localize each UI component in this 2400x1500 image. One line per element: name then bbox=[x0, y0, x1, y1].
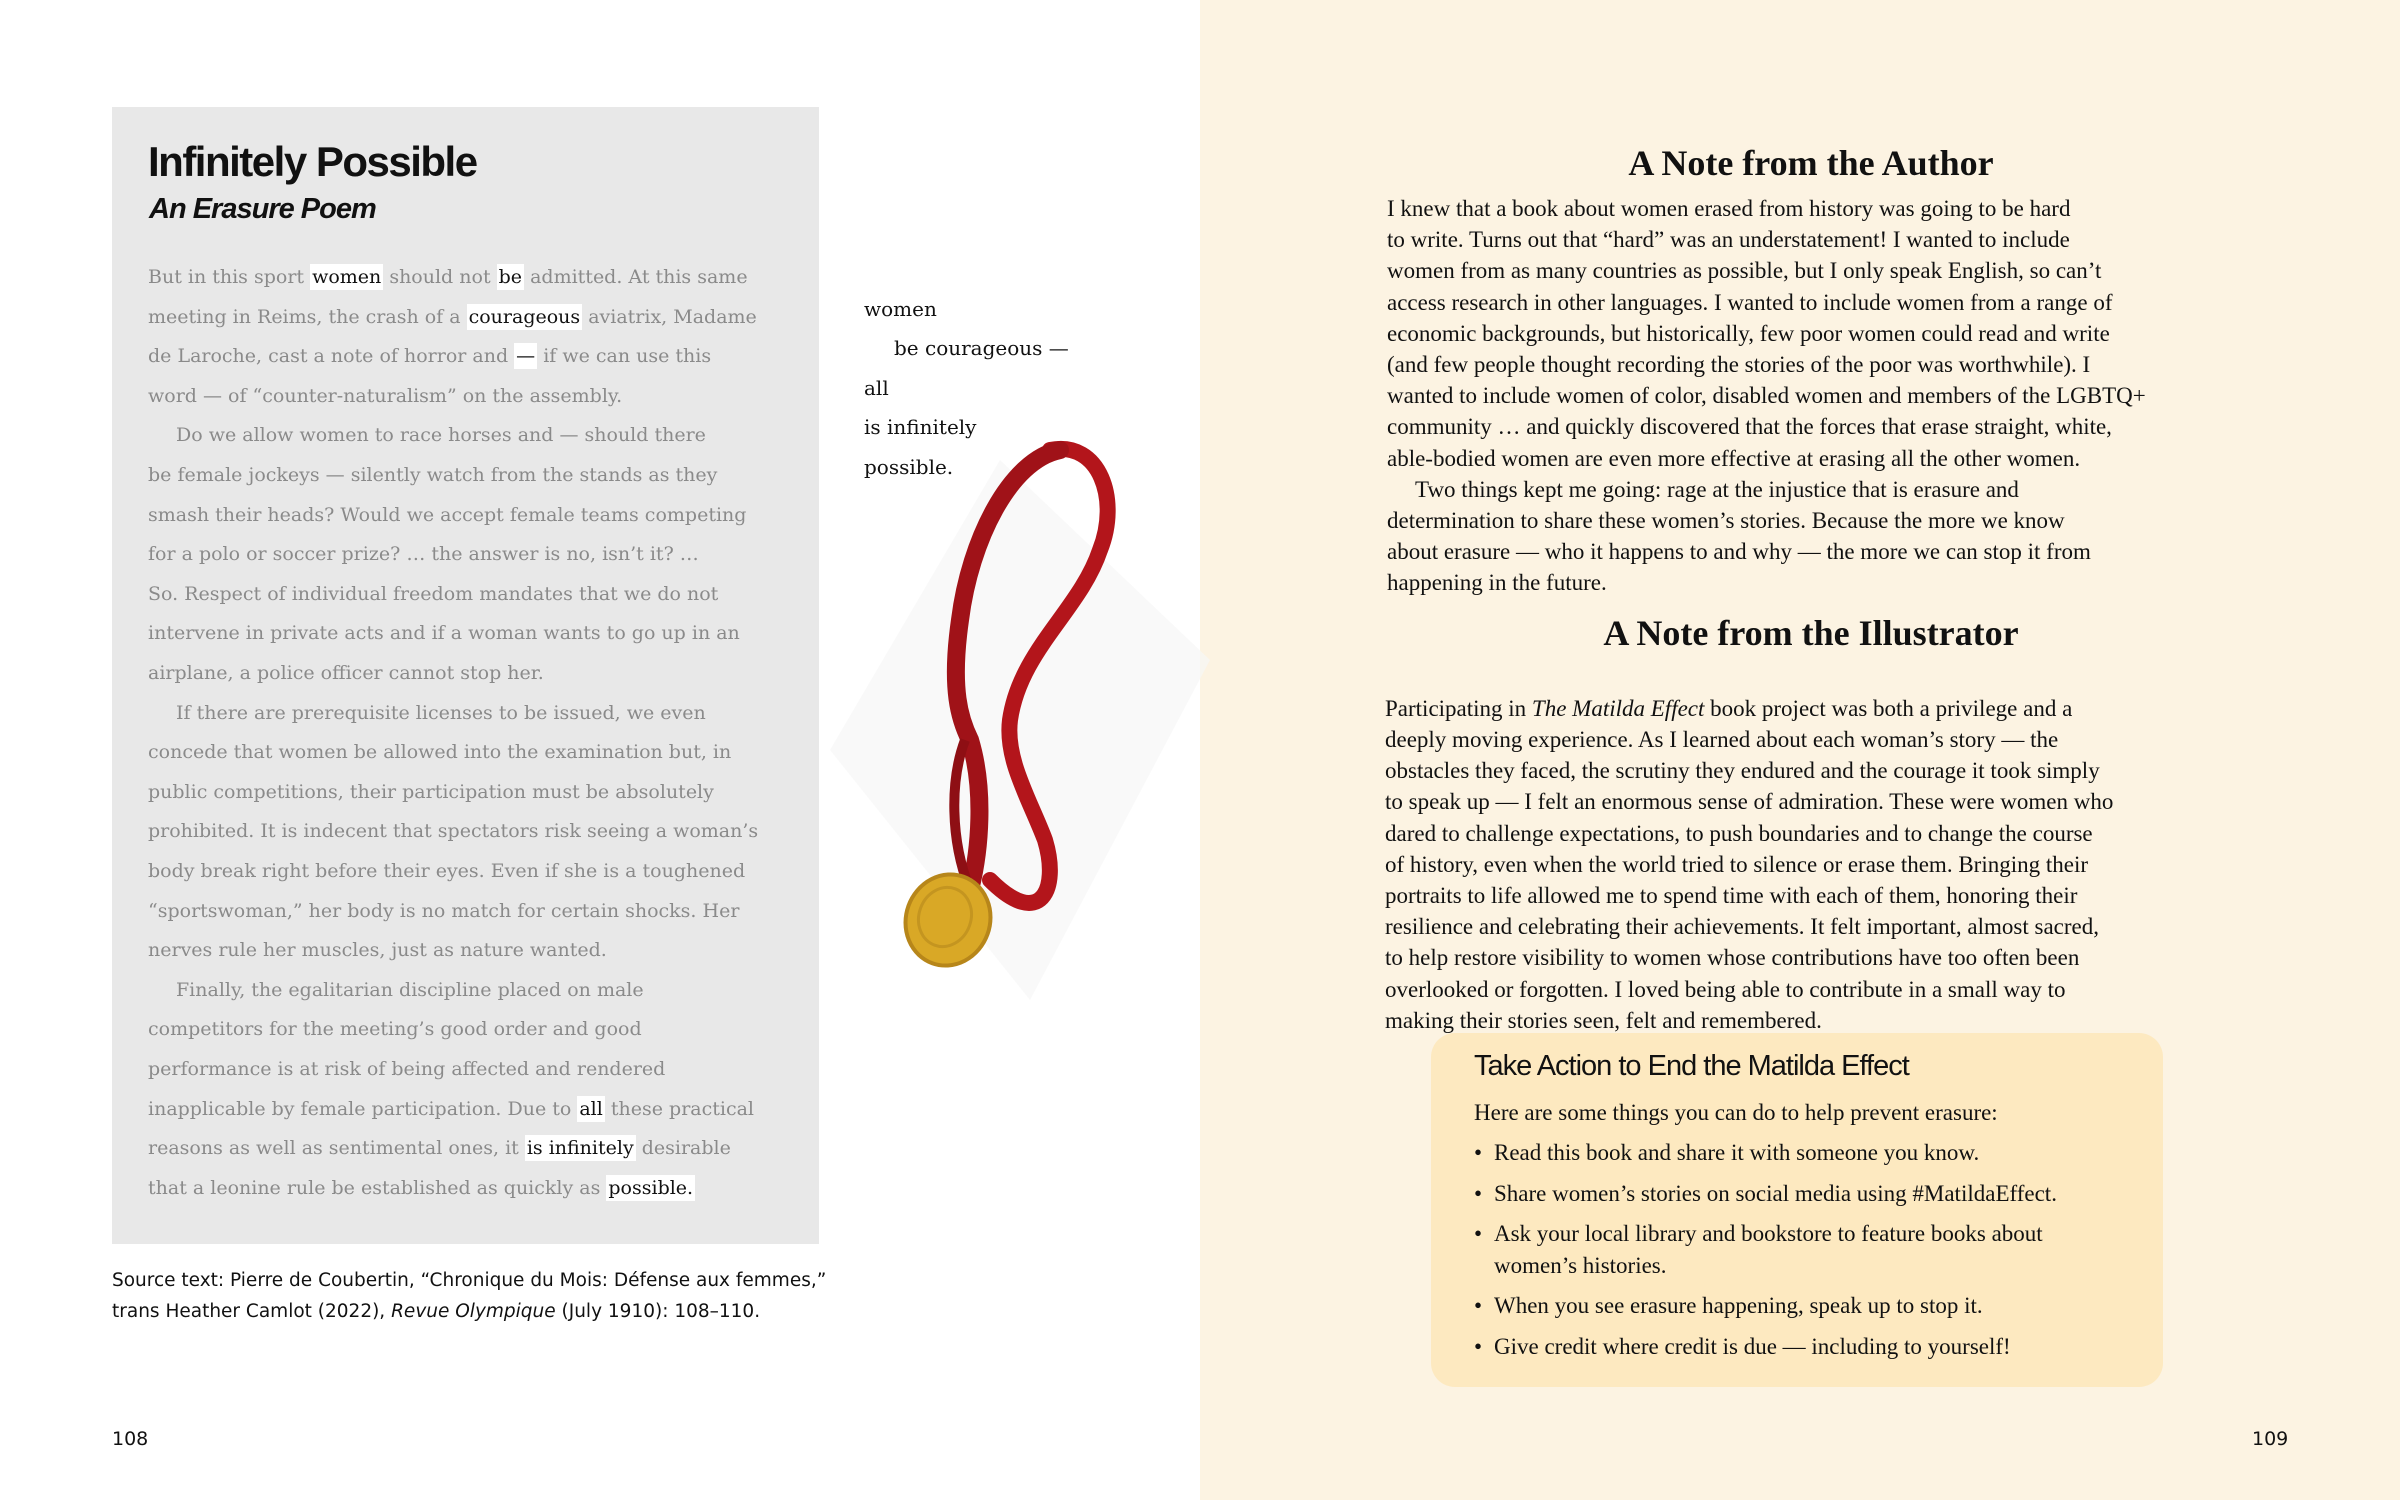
erasure-poem-line bbox=[176, 420, 706, 450]
erasure-poem-line bbox=[148, 381, 622, 411]
take-action-item bbox=[1474, 1140, 1979, 1166]
illustrator-text: Participating in bbox=[1385, 696, 1532, 721]
bullet-icon: • bbox=[1474, 1181, 1483, 1206]
take-action-item-text: When you see erasure happening, speak up to stop it. bbox=[1494, 1293, 1983, 1318]
erasure-poem-line bbox=[148, 262, 748, 292]
highlighted-word: women bbox=[312, 266, 382, 288]
highlighted-word: all bbox=[579, 1097, 603, 1120]
illustrator-note-line: portraits to life allowed me to spend time with each of them, honoring their bbox=[1385, 883, 2078, 908]
illustrator-note-heading: A Note from the Illustrator bbox=[1603, 613, 2019, 653]
erasure-poem-line bbox=[148, 618, 740, 648]
erasure-poem-line bbox=[148, 856, 745, 886]
source-citation-line-1: Source text: Pierre de Coubertin, “Chronique du Mois: Défense aux femmes,” bbox=[112, 1270, 827, 1291]
illustrator-note-line: making their stories seen, felt and remembered. bbox=[1385, 1007, 1822, 1033]
author-note-line: able-bodied women are even more effective at erasing all the other women. bbox=[1387, 445, 2081, 471]
erased-text: But in this sport bbox=[148, 266, 311, 288]
illustrator-note-line: deeply moving experience. As I learned about each woman’s story — the bbox=[1385, 727, 2059, 752]
erased-text: be female jockeys — silently watch from the stands as they bbox=[148, 464, 718, 486]
erasure-poem-line bbox=[148, 935, 607, 965]
found-poem-line: all bbox=[864, 376, 889, 400]
illustrator-note-line: overlooked or forgotten. I loved being able to contribute in a small way to bbox=[1385, 976, 2066, 1002]
erased-text: word — of “counter-naturalism” on the assembly. bbox=[148, 384, 623, 407]
author-note-line: determination to share these women’s stories. Because the more we know bbox=[1387, 508, 2065, 533]
erasure-poem-line bbox=[176, 975, 644, 1005]
erasure-poem-line bbox=[148, 302, 757, 332]
source-journal: Revue Olympique bbox=[391, 1301, 556, 1322]
author-note-line: (and few people thought recording the stories of the poor was worthwhile). I bbox=[1387, 352, 2091, 377]
take-action-item-text: women’s histories. bbox=[1494, 1253, 1667, 1278]
erasure-poem-line bbox=[148, 1054, 665, 1084]
author-note-line: wanted to include women of color, disabled women and members of the LGBTQ+ bbox=[1387, 383, 2146, 409]
erased-text: inapplicable by female participation. Due to bbox=[148, 1097, 578, 1120]
book-title: The Matilda Effect bbox=[1531, 696, 1705, 721]
take-action-item bbox=[1474, 1221, 2043, 1247]
erasure-poem-line bbox=[148, 1173, 695, 1203]
take-action-item-text: Share women’s stories on social media using #MatildaEffect. bbox=[1494, 1181, 2057, 1206]
erased-text: de Laroche, cast a note of horror and bbox=[148, 345, 515, 368]
erased-text: performance is at risk of being affected and rendered bbox=[148, 1058, 666, 1080]
author-note-line: to write. Turns out that “hard” was an understatement! I wanted to include bbox=[1387, 227, 2070, 253]
erased-text: concede that women be allowed into the examination but, in bbox=[148, 741, 732, 764]
erased-text: competitors for the meeting’s good order and good bbox=[148, 1018, 642, 1041]
found-poem-line: is infinitely bbox=[864, 415, 977, 439]
author-note-line: community … and quickly discovered that the forces that erase straight, white, bbox=[1387, 414, 2112, 440]
highlighted-word: be bbox=[498, 266, 523, 288]
take-action-item bbox=[1474, 1253, 1667, 1279]
illustration-shadow bbox=[830, 460, 1210, 1000]
take-action-item-text: Give credit where credit is due — including to yourself! bbox=[1494, 1334, 2011, 1359]
erased-text: prohibited. It is indecent that spectators risk seeing a woman’s bbox=[148, 820, 759, 843]
found-poem-line: women bbox=[864, 297, 937, 321]
erased-text: admitted. At this same bbox=[524, 266, 748, 288]
erasure-poem-line bbox=[148, 579, 718, 609]
erased-text: reasons as well as sentimental ones, it bbox=[148, 1137, 525, 1160]
erased-text: meeting in Reims, the crash of a bbox=[148, 305, 467, 328]
erased-text: that a leonine rule be established as quickly as bbox=[148, 1176, 607, 1199]
erased-text: for a polo or soccer prize? … the answer is no, isn’t it? … bbox=[148, 543, 699, 566]
illustrator-text: book project was both a privilege and a bbox=[1704, 696, 2073, 721]
erasure-poem-line bbox=[148, 1133, 731, 1163]
found-poem-line: be courageous — bbox=[894, 336, 1069, 360]
author-note-line: happening in the future. bbox=[1387, 570, 1607, 596]
erasure-poem-line bbox=[148, 460, 717, 490]
erased-text: public competitions, their participation must be absolutely bbox=[148, 780, 714, 803]
highlighted-word: is infinitely bbox=[526, 1137, 634, 1160]
illustrator-note-line: of history, even when the world tried to silence or erase them. Bringing their bbox=[1385, 851, 2089, 877]
illustrator-note-line: dared to challenge expectations, to push boundaries and to change the course bbox=[1385, 820, 2093, 846]
erasure-poem-line bbox=[148, 896, 739, 926]
erasure-poem-line bbox=[148, 737, 731, 767]
erased-text: smash their heads? Would we accept female teams competing bbox=[148, 503, 747, 526]
erasure-poem-line bbox=[148, 777, 714, 807]
erased-text: airplane, a police officer cannot stop her. bbox=[148, 662, 544, 684]
bullet-icon: • bbox=[1474, 1140, 1483, 1165]
illustrator-note-line: obstacles they faced, the scrutiny they endured and the courage it took simply bbox=[1385, 758, 2100, 784]
take-action-item-text: Read this book and share it with someone you know. bbox=[1494, 1140, 1980, 1165]
highlighted-word: possible. bbox=[608, 1176, 694, 1199]
author-note-line: access research in other languages. I wanted to include women from a range of bbox=[1387, 289, 2113, 315]
erased-text: these practical bbox=[604, 1097, 755, 1120]
author-note-line: I knew that a book about women erased from history was going to be hard bbox=[1387, 196, 2071, 221]
author-note-heading: A Note from the Author bbox=[1628, 143, 1994, 183]
illustrator-note-line bbox=[1385, 696, 2072, 722]
erasure-poem-line bbox=[148, 1094, 754, 1124]
highlighted-word: — bbox=[516, 345, 536, 368]
erased-text: nerves rule her muscles, just as nature wanted. bbox=[148, 939, 607, 962]
author-note-line: about erasure — who it happens to and why — the more we can stop it from bbox=[1387, 539, 2091, 565]
erasure-poem-line bbox=[148, 816, 758, 846]
page-number-left: 108 bbox=[112, 1428, 149, 1450]
poem-subtitle: An Erasure Poem bbox=[149, 193, 376, 225]
erasure-poem-line bbox=[148, 1014, 642, 1044]
illustrator-note-line: resilience and celebrating their achievements. It felt important, almost sacred, bbox=[1385, 914, 2099, 940]
bullet-icon: • bbox=[1474, 1221, 1483, 1246]
erasure-poem-line bbox=[176, 698, 706, 728]
take-action-item bbox=[1474, 1334, 2011, 1360]
take-action-title: Take Action to End the Matilda Effect bbox=[1474, 1050, 1909, 1082]
source-text: trans Heather Camlot (2022), bbox=[112, 1301, 392, 1322]
source-date: (July 1910): 108–110. bbox=[555, 1301, 761, 1322]
take-action-intro: Here are some things you can do to help prevent erasure: bbox=[1474, 1100, 1998, 1125]
erased-text: if we can use this bbox=[537, 345, 712, 368]
erasure-poem-line bbox=[148, 539, 699, 569]
bullet-icon: • bbox=[1474, 1334, 1483, 1359]
medal-illustration bbox=[820, 420, 1210, 1020]
erased-text: So. Respect of individual freedom mandates that we do not bbox=[148, 582, 719, 605]
erased-text: aviatrix, Madame bbox=[582, 305, 757, 328]
erased-text: If there are prerequisite licenses to be issued, we even bbox=[176, 701, 706, 724]
found-poem-line: possible. bbox=[864, 455, 954, 479]
illustrator-note-line: to speak up — I felt an enormous sense of admiration. These were women who bbox=[1385, 789, 2114, 815]
author-note-line: women from as many countries as possible, but I only speak English, so can’t bbox=[1387, 258, 2102, 284]
erased-text: “sportswoman,” her body is no match for certain shocks. Her bbox=[148, 899, 740, 922]
erased-text: desirable bbox=[635, 1137, 731, 1160]
illustrator-note-line: to help restore visibility to women whose contributions have too often been bbox=[1385, 945, 2080, 971]
author-note-line: Two things kept me going: rage at the injustice that is erasure and bbox=[1415, 476, 2019, 502]
erasure-poem-line bbox=[148, 500, 746, 530]
erased-text: should not bbox=[383, 266, 497, 288]
take-action-item bbox=[1474, 1293, 1983, 1319]
author-note-line: economic backgrounds, but historically, few poor women could read and write bbox=[1387, 320, 2110, 346]
page-number-right: 109 bbox=[2252, 1428, 2289, 1450]
erasure-poem-line bbox=[148, 341, 711, 371]
erased-text: body break right before their eyes. Even if she is a toughened bbox=[148, 860, 746, 882]
erased-text: Do we allow women to race horses and — should there bbox=[176, 424, 706, 447]
erased-text: intervene in private acts and if a woman wants to go up in an bbox=[148, 622, 740, 645]
poem-title: Infinitely Possible bbox=[148, 138, 477, 185]
take-action-item-text: Ask your local library and bookstore to feature books about bbox=[1494, 1221, 2043, 1246]
bullet-icon: • bbox=[1474, 1293, 1483, 1318]
erasure-poem-line bbox=[148, 658, 544, 688]
source-citation-line-2 bbox=[112, 1301, 760, 1322]
highlighted-word: courageous bbox=[468, 305, 581, 328]
take-action-item bbox=[1474, 1181, 2057, 1207]
erased-text: Finally, the egalitarian discipline placed on male bbox=[176, 978, 644, 1001]
